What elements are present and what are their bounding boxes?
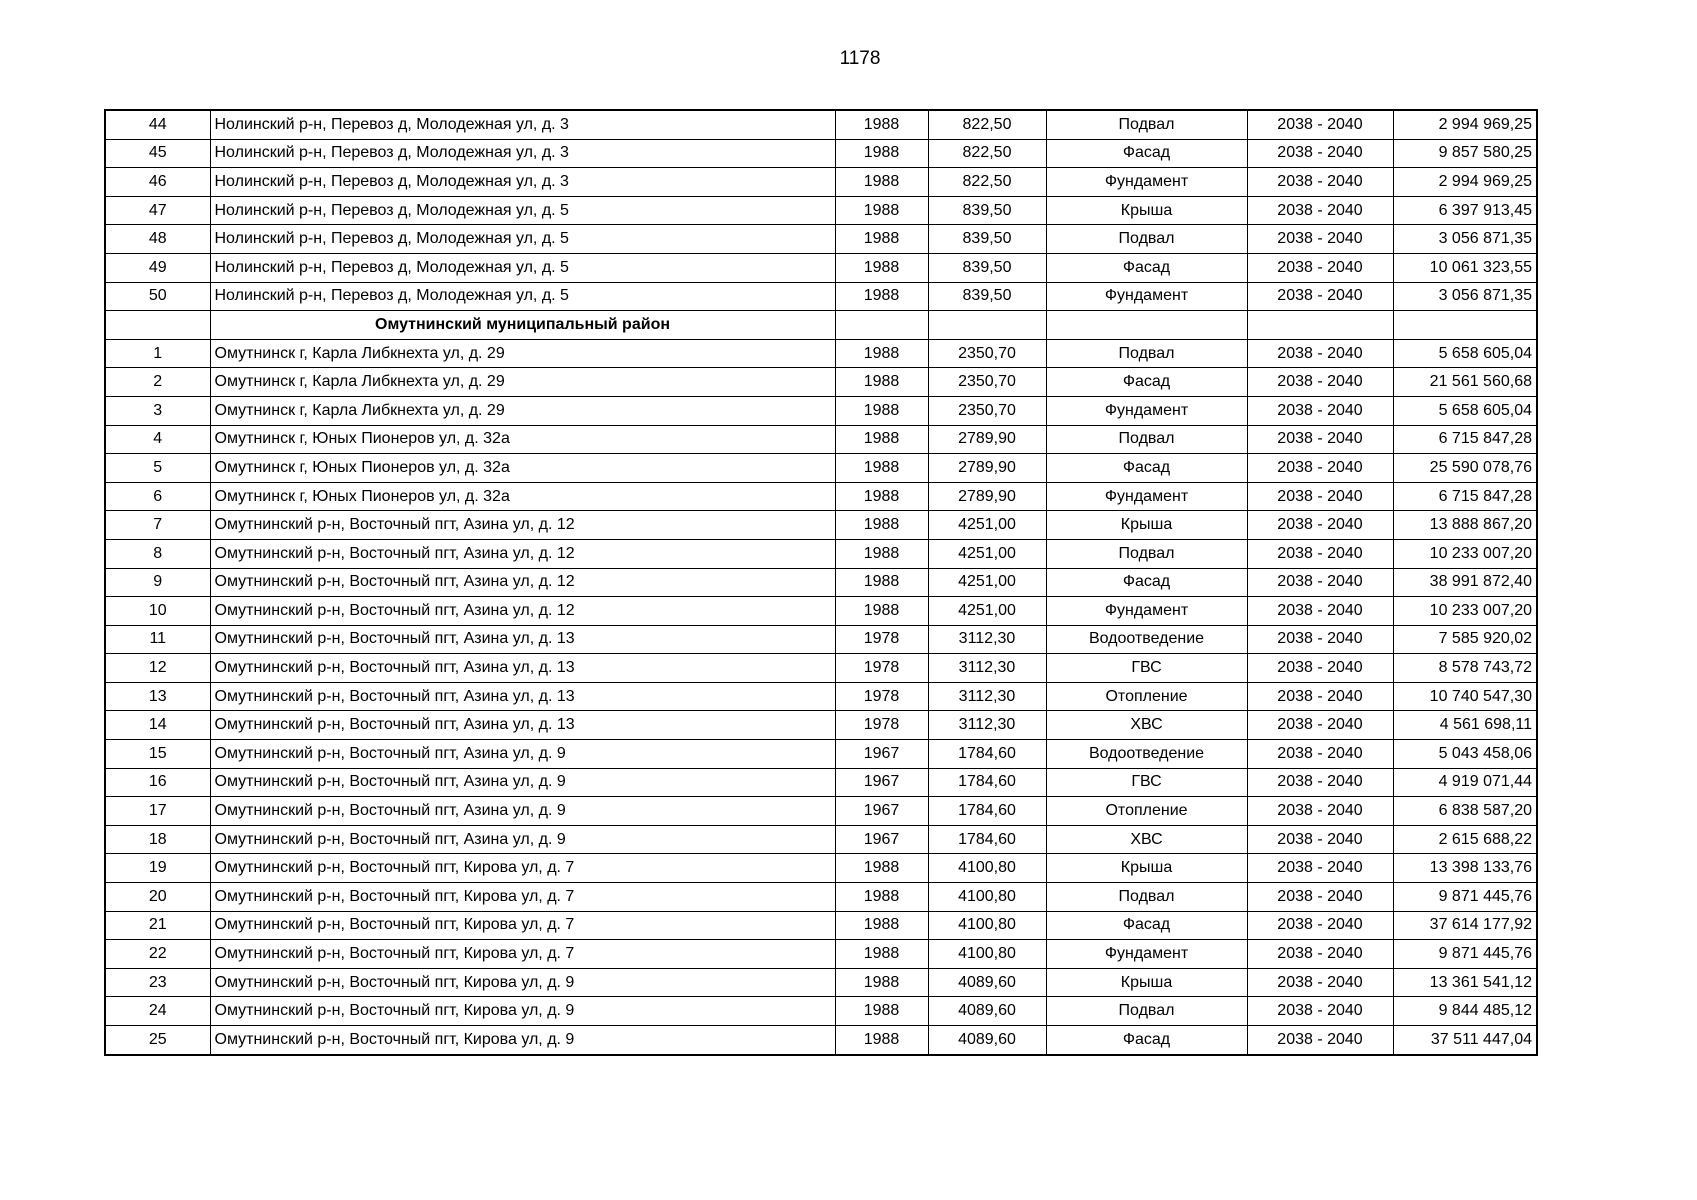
year-cell: 1988 [835, 454, 928, 483]
year-cell: 1988 [835, 883, 928, 912]
address-cell: Омутнинский р-н, Восточный пгт, Азина ул, д. 12 [210, 511, 835, 540]
year-cell: 1988 [835, 396, 928, 425]
period-cell: 2038 - 2040 [1247, 253, 1393, 282]
address-cell: Нолинский р-н, Перевоз д, Молодежная ул, д. 3 [210, 168, 835, 197]
cost-cell: 25 590 078,76 [1393, 454, 1537, 483]
row-number-cell: 20 [105, 883, 210, 912]
row-number-cell: 16 [105, 768, 210, 797]
area-cell: 4251,00 [928, 597, 1046, 626]
cost-cell: 10 233 007,20 [1393, 597, 1537, 626]
address-cell: Омутнинский р-н, Восточный пгт, Азина ул, д. 12 [210, 539, 835, 568]
row-number-cell: 24 [105, 997, 210, 1026]
cost-cell: 5 043 458,06 [1393, 740, 1537, 769]
year-cell: 1988 [835, 253, 928, 282]
address-cell: Омутнинский р-н, Восточный пгт, Кирова ул, д. 7 [210, 883, 835, 912]
work-type-cell: Крыша [1046, 511, 1247, 540]
area-cell: 822,50 [928, 168, 1046, 197]
empty-cell [1247, 311, 1393, 340]
period-cell: 2038 - 2040 [1247, 654, 1393, 683]
address-cell: Нолинский р-н, Перевоз д, Молодежная ул, д. 5 [210, 196, 835, 225]
year-cell: 1967 [835, 768, 928, 797]
row-number-cell: 23 [105, 968, 210, 997]
address-cell: Омутнинск г, Карла Либкнехта ул, д. 29 [210, 368, 835, 397]
year-cell: 1988 [835, 225, 928, 254]
address-cell: Омутнинский р-н, Восточный пгт, Азина ул, д. 13 [210, 711, 835, 740]
year-cell: 1988 [835, 597, 928, 626]
work-type-cell: Фасад [1046, 1026, 1247, 1055]
work-type-cell: Подвал [1046, 225, 1247, 254]
work-type-cell: Фасад [1046, 139, 1247, 168]
repair-program-table [104, 109, 1538, 1056]
table-row [105, 997, 1537, 1026]
area-cell: 4089,60 [928, 968, 1046, 997]
area-cell: 4100,80 [928, 911, 1046, 940]
cost-cell: 10 740 547,30 [1393, 682, 1537, 711]
period-cell: 2038 - 2040 [1247, 940, 1393, 969]
cost-cell: 8 578 743,72 [1393, 654, 1537, 683]
period-cell: 2038 - 2040 [1247, 425, 1393, 454]
address-cell: Нолинский р-н, Перевоз д, Молодежная ул, д. 3 [210, 110, 835, 139]
table-row [105, 682, 1537, 711]
year-cell: 1988 [835, 997, 928, 1026]
year-cell: 1978 [835, 654, 928, 683]
work-type-cell: Водоотведение [1046, 625, 1247, 654]
cost-cell: 9 857 580,25 [1393, 139, 1537, 168]
address-cell: Омутнинский р-н, Восточный пгт, Азина ул, д. 9 [210, 797, 835, 826]
address-cell: Омутнинск г, Карла Либкнехта ул, д. 29 [210, 396, 835, 425]
table-row [105, 968, 1537, 997]
table-row [105, 854, 1537, 883]
cost-cell: 38 991 872,40 [1393, 568, 1537, 597]
period-cell: 2038 - 2040 [1247, 454, 1393, 483]
table-row [105, 511, 1537, 540]
area-cell: 1784,60 [928, 797, 1046, 826]
area-cell: 1784,60 [928, 825, 1046, 854]
area-cell: 4251,00 [928, 568, 1046, 597]
table-row [105, 454, 1537, 483]
table-row [105, 225, 1537, 254]
address-cell: Омутнинск г, Юных Пионеров ул, д. 32а [210, 454, 835, 483]
area-cell: 2350,70 [928, 368, 1046, 397]
address-cell: Нолинский р-н, Перевоз д, Молодежная ул, д. 5 [210, 253, 835, 282]
address-cell: Нолинский р-н, Перевоз д, Молодежная ул, д. 5 [210, 282, 835, 311]
cost-cell: 6 838 587,20 [1393, 797, 1537, 826]
table-row [105, 711, 1537, 740]
work-type-cell: Фасад [1046, 911, 1247, 940]
period-cell: 2038 - 2040 [1247, 539, 1393, 568]
period-cell: 2038 - 2040 [1247, 282, 1393, 311]
table-row [105, 539, 1537, 568]
table-row [105, 911, 1537, 940]
page-number: 1178 [839, 48, 881, 69]
period-cell: 2038 - 2040 [1247, 740, 1393, 769]
period-cell: 2038 - 2040 [1247, 597, 1393, 626]
period-cell: 2038 - 2040 [1247, 511, 1393, 540]
empty-cell [105, 311, 210, 340]
address-cell: Омутнинский р-н, Восточный пгт, Азина ул, д. 13 [210, 654, 835, 683]
area-cell: 2789,90 [928, 454, 1046, 483]
period-cell: 2038 - 2040 [1247, 625, 1393, 654]
area-cell: 2789,90 [928, 425, 1046, 454]
empty-cell [928, 311, 1046, 340]
cost-cell: 3 056 871,35 [1393, 282, 1537, 311]
row-number-cell: 12 [105, 654, 210, 683]
section-header-row [105, 311, 1537, 340]
address-cell: Омутнинский р-н, Восточный пгт, Кирова ул, д. 9 [210, 1026, 835, 1055]
period-cell: 2038 - 2040 [1247, 825, 1393, 854]
table-row [105, 139, 1537, 168]
work-type-cell: ХВС [1046, 825, 1247, 854]
area-cell: 4100,80 [928, 883, 1046, 912]
address-cell: Омутнинский р-н, Восточный пгт, Кирова ул, д. 9 [210, 968, 835, 997]
row-number-cell: 7 [105, 511, 210, 540]
area-cell: 4100,80 [928, 940, 1046, 969]
table-row [105, 282, 1537, 311]
address-cell: Омутнинский р-н, Восточный пгт, Азина ул, д. 9 [210, 825, 835, 854]
row-number-cell: 14 [105, 711, 210, 740]
work-type-cell: ГВС [1046, 654, 1247, 683]
work-type-cell: ХВС [1046, 711, 1247, 740]
year-cell: 1967 [835, 740, 928, 769]
row-number-cell: 19 [105, 854, 210, 883]
year-cell: 1967 [835, 797, 928, 826]
year-cell: 1978 [835, 711, 928, 740]
empty-cell [1393, 311, 1537, 340]
empty-cell [835, 311, 928, 340]
cost-cell: 3 056 871,35 [1393, 225, 1537, 254]
area-cell: 4251,00 [928, 539, 1046, 568]
year-cell: 1988 [835, 282, 928, 311]
period-cell: 2038 - 2040 [1247, 225, 1393, 254]
table-row [105, 768, 1537, 797]
table-row [105, 568, 1537, 597]
period-cell: 2038 - 2040 [1247, 968, 1393, 997]
area-cell: 839,50 [928, 253, 1046, 282]
cost-cell: 10 233 007,20 [1393, 539, 1537, 568]
area-cell: 822,50 [928, 110, 1046, 139]
work-type-cell: Подвал [1046, 883, 1247, 912]
area-cell: 3112,30 [928, 654, 1046, 683]
area-cell: 3112,30 [928, 682, 1046, 711]
year-cell: 1967 [835, 825, 928, 854]
period-cell: 2038 - 2040 [1247, 368, 1393, 397]
table-row [105, 625, 1537, 654]
year-cell: 1978 [835, 682, 928, 711]
work-type-cell: Фундамент [1046, 482, 1247, 511]
work-type-cell: Подвал [1046, 997, 1247, 1026]
period-cell: 2038 - 2040 [1247, 682, 1393, 711]
row-number-cell: 5 [105, 454, 210, 483]
period-cell: 2038 - 2040 [1247, 568, 1393, 597]
year-cell: 1988 [835, 968, 928, 997]
year-cell: 1988 [835, 482, 928, 511]
work-type-cell: Крыша [1046, 854, 1247, 883]
area-cell: 822,50 [928, 139, 1046, 168]
table-row [105, 797, 1537, 826]
address-cell: Нолинский р-н, Перевоз д, Молодежная ул, д. 3 [210, 139, 835, 168]
row-number-cell: 4 [105, 425, 210, 454]
table-row [105, 482, 1537, 511]
table-row [105, 1026, 1537, 1055]
period-cell: 2038 - 2040 [1247, 768, 1393, 797]
row-number-cell: 15 [105, 740, 210, 769]
area-cell: 3112,30 [928, 625, 1046, 654]
row-number-cell: 10 [105, 597, 210, 626]
area-cell: 4251,00 [928, 511, 1046, 540]
period-cell: 2038 - 2040 [1247, 139, 1393, 168]
row-number-cell: 22 [105, 940, 210, 969]
row-number-cell: 25 [105, 1026, 210, 1055]
year-cell: 1988 [835, 940, 928, 969]
cost-cell: 21 561 560,68 [1393, 368, 1537, 397]
work-type-cell: Фундамент [1046, 282, 1247, 311]
row-number-cell: 1 [105, 339, 210, 368]
row-number-cell: 11 [105, 625, 210, 654]
table-row [105, 425, 1537, 454]
area-cell: 2350,70 [928, 339, 1046, 368]
area-cell: 2789,90 [928, 482, 1046, 511]
address-cell: Нолинский р-н, Перевоз д, Молодежная ул, д. 5 [210, 225, 835, 254]
period-cell: 2038 - 2040 [1247, 797, 1393, 826]
area-cell: 839,50 [928, 196, 1046, 225]
row-number-cell: 50 [105, 282, 210, 311]
empty-cell [1046, 311, 1247, 340]
period-cell: 2038 - 2040 [1247, 997, 1393, 1026]
work-type-cell: Фасад [1046, 454, 1247, 483]
cost-cell: 2 994 969,25 [1393, 110, 1537, 139]
cost-cell: 5 658 605,04 [1393, 396, 1537, 425]
address-cell: Омутнинск г, Юных Пионеров ул, д. 32а [210, 425, 835, 454]
address-cell: Омутнинский р-н, Восточный пгт, Азина ул, д. 13 [210, 682, 835, 711]
work-type-cell: Крыша [1046, 196, 1247, 225]
year-cell: 1988 [835, 568, 928, 597]
work-type-cell: ГВС [1046, 768, 1247, 797]
cost-cell: 9 871 445,76 [1393, 940, 1537, 969]
work-type-cell: Отопление [1046, 682, 1247, 711]
address-cell: Омутнинский р-н, Восточный пгт, Азина ул, д. 13 [210, 625, 835, 654]
address-cell: Омутнинский р-н, Восточный пгт, Кирова ул, д. 9 [210, 997, 835, 1026]
address-cell: Омутнинск г, Карла Либкнехта ул, д. 29 [210, 339, 835, 368]
row-number-cell: 48 [105, 225, 210, 254]
row-number-cell: 9 [105, 568, 210, 597]
area-cell: 3112,30 [928, 711, 1046, 740]
period-cell: 2038 - 2040 [1247, 854, 1393, 883]
cost-cell: 37 511 447,04 [1393, 1026, 1537, 1055]
cost-cell: 7 585 920,02 [1393, 625, 1537, 654]
cost-cell: 2 615 688,22 [1393, 825, 1537, 854]
work-type-cell: Подвал [1046, 110, 1247, 139]
row-number-cell: 3 [105, 396, 210, 425]
year-cell: 1988 [835, 139, 928, 168]
year-cell: 1988 [835, 425, 928, 454]
year-cell: 1988 [835, 911, 928, 940]
row-number-cell: 46 [105, 168, 210, 197]
period-cell: 2038 - 2040 [1247, 196, 1393, 225]
period-cell: 2038 - 2040 [1247, 396, 1393, 425]
work-type-cell: Отопление [1046, 797, 1247, 826]
row-number-cell: 47 [105, 196, 210, 225]
period-cell: 2038 - 2040 [1247, 911, 1393, 940]
area-cell: 2350,70 [928, 396, 1046, 425]
work-type-cell: Фасад [1046, 368, 1247, 397]
work-type-cell: Подвал [1046, 339, 1247, 368]
cost-cell: 9 871 445,76 [1393, 883, 1537, 912]
year-cell: 1988 [835, 196, 928, 225]
year-cell: 1988 [835, 539, 928, 568]
address-cell: Омутнинский р-н, Восточный пгт, Азина ул, д. 9 [210, 768, 835, 797]
cost-cell: 13 888 867,20 [1393, 511, 1537, 540]
address-cell: Омутнинский р-н, Восточный пгт, Азина ул, д. 9 [210, 740, 835, 769]
table-row [105, 339, 1537, 368]
work-type-cell: Фасад [1046, 253, 1247, 282]
address-cell: Омутнинский р-н, Восточный пгт, Кирова ул, д. 7 [210, 854, 835, 883]
row-number-cell: 2 [105, 368, 210, 397]
cost-cell: 5 658 605,04 [1393, 339, 1537, 368]
address-cell: Омутнинский р-н, Восточный пгт, Кирова ул, д. 7 [210, 911, 835, 940]
cost-cell: 37 614 177,92 [1393, 911, 1537, 940]
period-cell: 2038 - 2040 [1247, 883, 1393, 912]
year-cell: 1988 [835, 110, 928, 139]
work-type-cell: Фундамент [1046, 168, 1247, 197]
area-cell: 4089,60 [928, 1026, 1046, 1055]
period-cell: 2038 - 2040 [1247, 711, 1393, 740]
year-cell: 1988 [835, 368, 928, 397]
area-cell: 1784,60 [928, 740, 1046, 769]
cost-cell: 4 561 698,11 [1393, 711, 1537, 740]
work-type-cell: Фундамент [1046, 396, 1247, 425]
table-row [105, 940, 1537, 969]
cost-cell: 4 919 071,44 [1393, 768, 1537, 797]
table-row [105, 368, 1537, 397]
work-type-cell: Подвал [1046, 425, 1247, 454]
period-cell: 2038 - 2040 [1247, 339, 1393, 368]
year-cell: 1978 [835, 625, 928, 654]
year-cell: 1988 [835, 854, 928, 883]
cost-cell: 10 061 323,55 [1393, 253, 1537, 282]
row-number-cell: 49 [105, 253, 210, 282]
row-number-cell: 18 [105, 825, 210, 854]
year-cell: 1988 [835, 339, 928, 368]
address-cell: Омутнинск г, Юных Пионеров ул, д. 32а [210, 482, 835, 511]
period-cell: 2038 - 2040 [1247, 1026, 1393, 1055]
cost-cell: 13 361 541,12 [1393, 968, 1537, 997]
section-title: Омутнинский муниципальный район [210, 311, 835, 340]
row-number-cell: 8 [105, 539, 210, 568]
area-cell: 839,50 [928, 225, 1046, 254]
table-row [105, 196, 1537, 225]
area-cell: 4100,80 [928, 854, 1046, 883]
year-cell: 1988 [835, 511, 928, 540]
address-cell: Омутнинский р-н, Восточный пгт, Азина ул, д. 12 [210, 597, 835, 626]
table-row [105, 740, 1537, 769]
row-number-cell: 44 [105, 110, 210, 139]
area-cell: 839,50 [928, 282, 1046, 311]
work-type-cell: Крыша [1046, 968, 1247, 997]
table-row [105, 396, 1537, 425]
table-row [105, 168, 1537, 197]
work-type-cell: Подвал [1046, 539, 1247, 568]
table-row [105, 597, 1537, 626]
period-cell: 2038 - 2040 [1247, 482, 1393, 511]
work-type-cell: Водоотведение [1046, 740, 1247, 769]
work-type-cell: Фасад [1046, 568, 1247, 597]
cost-cell: 9 844 485,12 [1393, 997, 1537, 1026]
row-number-cell: 13 [105, 682, 210, 711]
work-type-cell: Фундамент [1046, 597, 1247, 626]
period-cell: 2038 - 2040 [1247, 168, 1393, 197]
area-cell: 4089,60 [928, 997, 1046, 1026]
table-row [105, 253, 1537, 282]
address-cell: Омутнинский р-н, Восточный пгт, Кирова ул, д. 7 [210, 940, 835, 969]
row-number-cell: 21 [105, 911, 210, 940]
cost-cell: 13 398 133,76 [1393, 854, 1537, 883]
row-number-cell: 6 [105, 482, 210, 511]
cost-cell: 2 994 969,25 [1393, 168, 1537, 197]
cost-cell: 6 715 847,28 [1393, 482, 1537, 511]
area-cell: 1784,60 [928, 768, 1046, 797]
row-number-cell: 17 [105, 797, 210, 826]
table-row [105, 110, 1537, 139]
work-type-cell: Фундамент [1046, 940, 1247, 969]
table-body [105, 110, 1537, 1055]
period-cell: 2038 - 2040 [1247, 110, 1393, 139]
address-cell: Омутнинский р-н, Восточный пгт, Азина ул, д. 12 [210, 568, 835, 597]
row-number-cell: 45 [105, 139, 210, 168]
cost-cell: 6 397 913,45 [1393, 196, 1537, 225]
table-row [105, 654, 1537, 683]
year-cell: 1988 [835, 1026, 928, 1055]
table-row [105, 883, 1537, 912]
table-row [105, 825, 1537, 854]
year-cell: 1988 [835, 168, 928, 197]
cost-cell: 6 715 847,28 [1393, 425, 1537, 454]
